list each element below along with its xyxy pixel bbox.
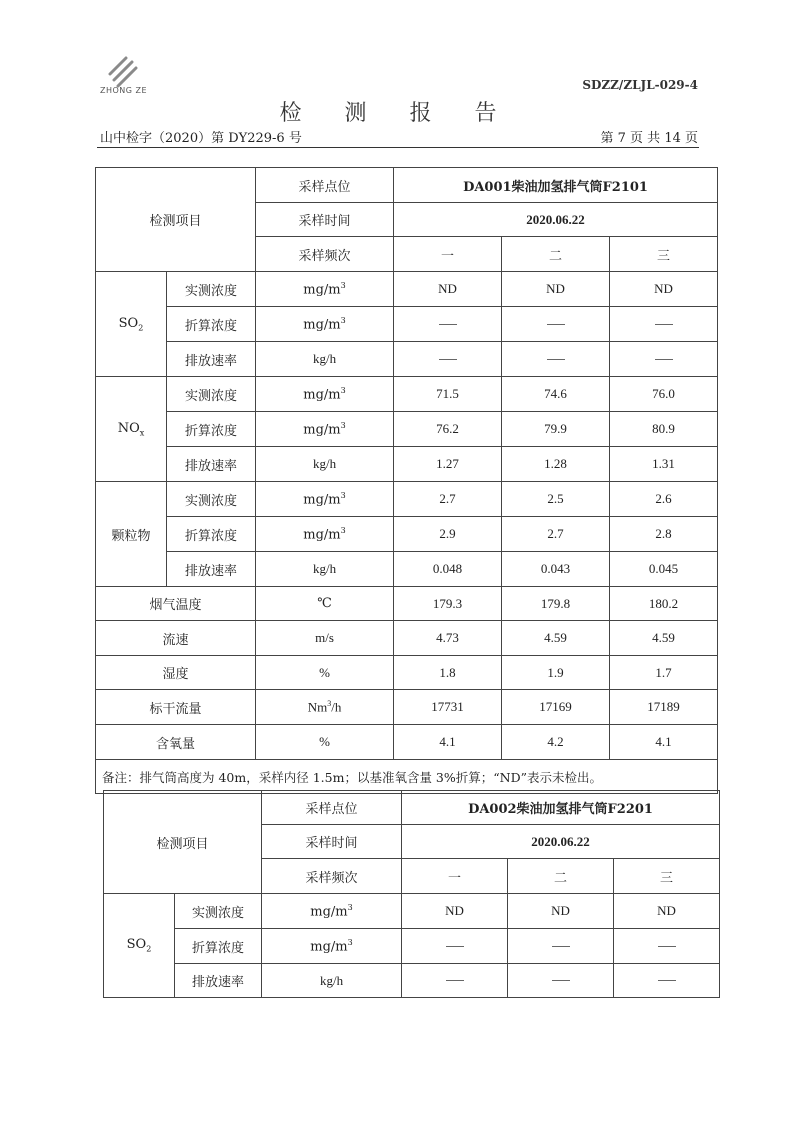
page-number: 第 7 页 共 14 页 [600,131,698,146]
oxygen-2: 4.2 [502,725,610,760]
unit-conc: $mg/m^3$ [256,482,394,517]
freq-1: 一 [402,859,508,894]
rate-label: 排放速率 [167,447,256,482]
so2-converted-2 [508,929,614,964]
converted-label: 折算浓度 [167,517,256,552]
dash-mark [446,980,464,981]
oxygen-3: 4.1 [610,725,718,760]
unit-conc: $mg/m^3$ [256,307,394,342]
humidity-label: 湿度 [96,656,256,690]
so2-measured-1: ND [402,894,508,929]
document-code: SDZZ/ZLJL-029-4 [582,78,698,92]
unit-speed: m/s [256,621,394,656]
flue-temp-label: 烟气温度 [96,587,256,621]
project-header: 检测项目 [104,791,262,894]
particle-measured-3: 2.6 [610,482,718,517]
freq-2: 二 [502,237,610,272]
std-flow-2: 17169 [502,690,610,725]
so2-converted-1 [394,307,502,342]
flow-speed-label: 流速 [96,621,256,656]
sampling-freq-label: 采样频次 [262,859,402,894]
so2-converted-3 [614,929,720,964]
page-title: 检 测 报 告 [279,101,515,126]
report-number: 山中检字（2020）第 DY229-6 号 [100,131,302,146]
particle-measured-1: 2.7 [394,482,502,517]
flue-temp-2: 179.8 [502,587,610,621]
flow-speed-2: 4.59 [502,621,610,656]
so2-label: $SO_2$ [96,272,167,377]
humidity-3: 1.7 [610,656,718,690]
converted-label: 折算浓度 [175,929,262,964]
sampling-time-label: 采样时间 [256,203,394,237]
unit-pct: % [256,656,394,690]
nox-rate-2: 1.28 [502,447,610,482]
unit-rate: kg/h [262,964,402,998]
unit-conc: $mg/m^3$ [256,517,394,552]
nox-rate-1: 1.27 [394,447,502,482]
nox-rate-3: 1.31 [610,447,718,482]
dash-mark [655,324,673,325]
results-table-da002 [103,790,720,998]
dash-mark [658,946,676,947]
particle-converted-2: 2.7 [502,517,610,552]
dash-mark [658,980,676,981]
so2-rate-3 [610,342,718,377]
rate-label: 排放速率 [167,342,256,377]
so2-measured-2: ND [502,272,610,307]
so2-rate-3 [614,964,720,998]
dash-mark [547,324,565,325]
nox-label: $NO_x$ [96,377,167,482]
so2-converted-1 [402,929,508,964]
nox-converted-2: 79.9 [502,412,610,447]
oxygen-1: 4.1 [394,725,502,760]
sampling-point-value: DA002柴油加氢排气筒F2201 [402,791,720,825]
so2-measured-3: ND [614,894,720,929]
so2-measured-3: ND [610,272,718,307]
sampling-freq-label: 采样频次 [256,237,394,272]
particle-rate-2: 0.043 [502,552,610,587]
nox-measured-2: 74.6 [502,377,610,412]
sampling-point-label: 采样点位 [256,168,394,203]
nox-measured-1: 71.5 [394,377,502,412]
dash-mark [552,946,570,947]
measured-label: 实测浓度 [167,482,256,517]
unit-conc: $mg/m^3$ [256,412,394,447]
freq-1: 一 [394,237,502,272]
header-divider [97,147,699,148]
measured-label: 实测浓度 [167,272,256,307]
dash-mark [655,359,673,360]
nox-converted-1: 76.2 [394,412,502,447]
dash-mark [547,359,565,360]
nox-measured-3: 76.0 [610,377,718,412]
rate-label: 排放速率 [175,964,262,998]
measured-label: 实测浓度 [175,894,262,929]
table-note: 备注：排气筒高度为 40m，采样内径 1.5m；以基准氧含量 3%折算；“ND”表示未检出。 [96,760,718,794]
std-flow-label: 标干流量 [96,690,256,725]
dash-mark [446,946,464,947]
particle-measured-2: 2.5 [502,482,610,517]
oxygen-label: 含氧量 [96,725,256,760]
converted-label: 折算浓度 [167,412,256,447]
humidity-2: 1.9 [502,656,610,690]
dash-mark [552,980,570,981]
measured-label: 实测浓度 [167,377,256,412]
so2-label: $SO_2$ [104,894,175,998]
particle-converted-1: 2.9 [394,517,502,552]
so2-measured-1: ND [394,272,502,307]
humidity-1: 1.8 [394,656,502,690]
unit-rate: kg/h [256,552,394,587]
flue-temp-1: 179.3 [394,587,502,621]
freq-3: 三 [610,237,718,272]
so2-rate-1 [394,342,502,377]
particle-converted-3: 2.8 [610,517,718,552]
sampling-time-label: 采样时间 [262,825,402,859]
flue-temp-3: 180.2 [610,587,718,621]
std-flow-1: 17731 [394,690,502,725]
freq-3: 三 [614,859,720,894]
so2-rate-2 [502,342,610,377]
unit-rate: kg/h [256,342,394,377]
flow-speed-3: 4.59 [610,621,718,656]
dash-mark [439,324,457,325]
freq-2: 二 [508,859,614,894]
unit-pct: % [256,725,394,760]
particle-rate-3: 0.045 [610,552,718,587]
sampling-point-value: DA001柴油加氢排气筒F2101 [394,168,718,203]
unit-conc: $mg/m^3$ [262,929,402,964]
unit-conc: $mg/m^3$ [256,377,394,412]
particle-rate-1: 0.048 [394,552,502,587]
unit-rate: kg/h [256,447,394,482]
particle-label: 颗粒物 [96,482,167,587]
so2-converted-2 [502,307,610,342]
std-flow-3: 17189 [610,690,718,725]
nox-converted-3: 80.9 [610,412,718,447]
sampling-time-value: 2020.06.22 [394,203,718,237]
flow-speed-1: 4.73 [394,621,502,656]
so2-converted-3 [610,307,718,342]
so2-measured-2: ND [508,894,614,929]
dash-mark [439,359,457,360]
results-table-da001 [95,167,718,794]
unit-temp: ℃ [256,587,394,621]
project-header: 检测项目 [96,168,256,272]
unit-flow: Nm$^3$/h [256,690,394,725]
unit-conc: $mg/m^3$ [262,894,402,929]
logo-text: ZHONG ZE [100,86,148,95]
so2-rate-1 [402,964,508,998]
sampling-point-label: 采样点位 [262,791,402,825]
converted-label: 折算浓度 [167,307,256,342]
rate-label: 排放速率 [167,552,256,587]
sampling-time-value: 2020.06.22 [402,825,720,859]
so2-rate-2 [508,964,614,998]
unit-conc: $mg/m^3$ [256,272,394,307]
